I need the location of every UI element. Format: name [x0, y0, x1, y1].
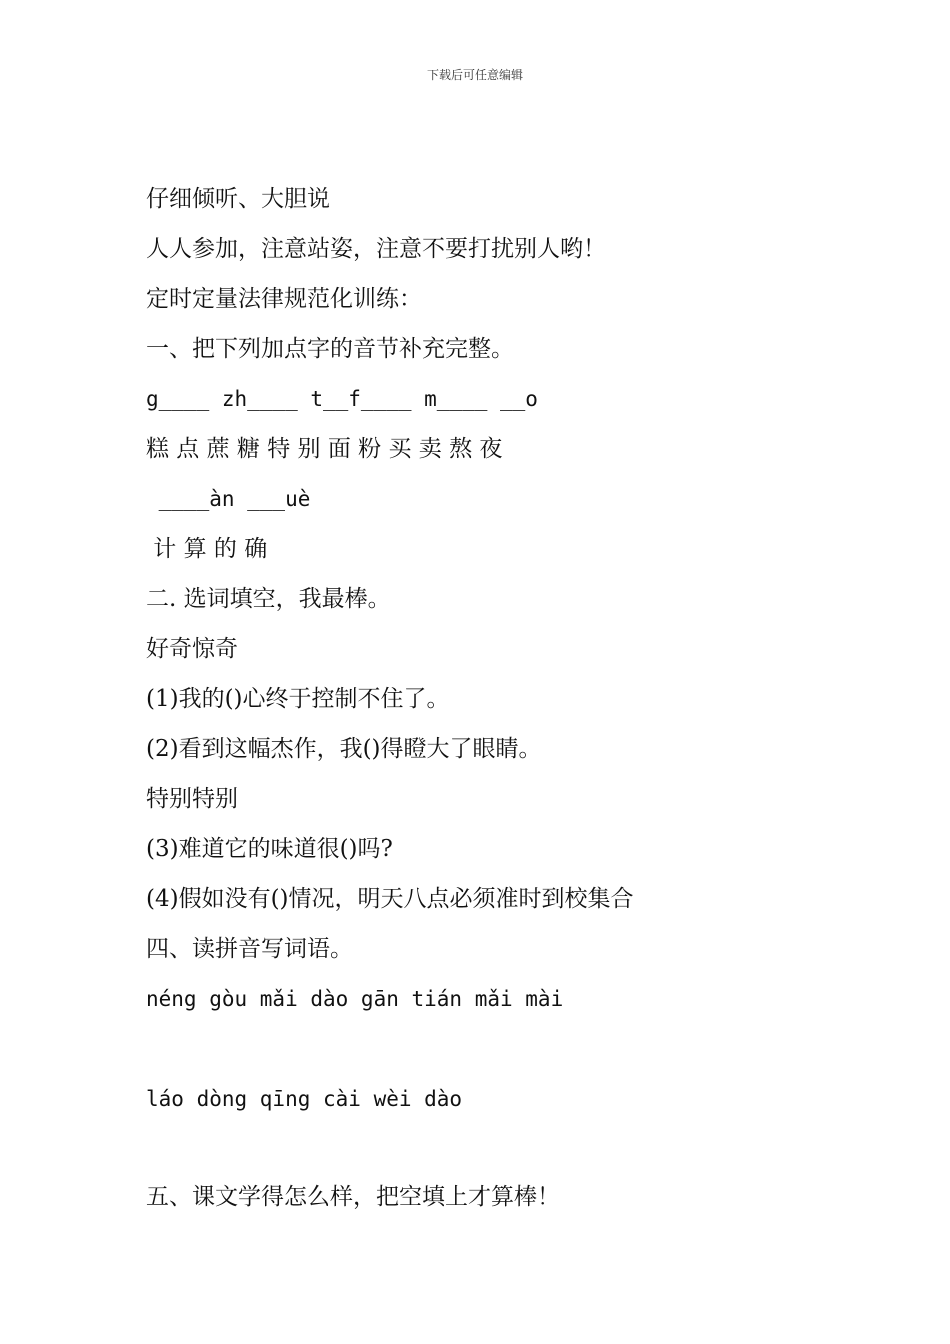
fill-blank-item: (1)我的()心终于控制不住了。	[146, 686, 450, 712]
fill-blank-item: (3)难道它的味道很()吗?	[146, 836, 393, 862]
word-choice-line: 特别特别	[146, 786, 238, 812]
section-heading: 仔细倾听、大胆说	[146, 186, 330, 212]
pinyin-line: láo dòng qīng cài wèi dào	[146, 1087, 463, 1111]
word-choice-line: 好奇惊奇	[146, 636, 238, 662]
fill-blank-item: (2)看到这幅杰作，我()得瞪大了眼睛。	[146, 736, 542, 762]
section-heading: 定时定量法律规范化训练：	[146, 286, 422, 312]
page-header: 下载后可任意编辑	[426, 68, 523, 82]
character-line: 计 算 的 确	[146, 536, 268, 562]
question-heading: 二. 选词填空，我最棒。	[146, 586, 391, 612]
pinyin-line: néng gòu mǎi dào gān tián mǎi mài	[146, 987, 564, 1011]
question-heading: 四、读拼音写词语。	[146, 936, 353, 962]
pinyin-blank-line: ____àn ___uè	[146, 487, 311, 511]
fill-blank-item: (4)假如没有()情况，明天八点必须准时到校集合	[146, 886, 634, 912]
character-line: 糕 点 蔗 糖 特 别 面 粉 买 卖 熬 夜	[146, 436, 503, 462]
question-heading: 五、课文学得怎么样，把空填上才算棒！	[146, 1184, 560, 1210]
question-heading: 一、把下列加点字的音节补充完整。	[146, 336, 514, 362]
instruction-line: 人人参加，注意站姿，注意不要打扰别人哟！	[146, 236, 606, 262]
pinyin-blank-line: g____ zh____ t__f____ m____ __o	[146, 387, 538, 411]
